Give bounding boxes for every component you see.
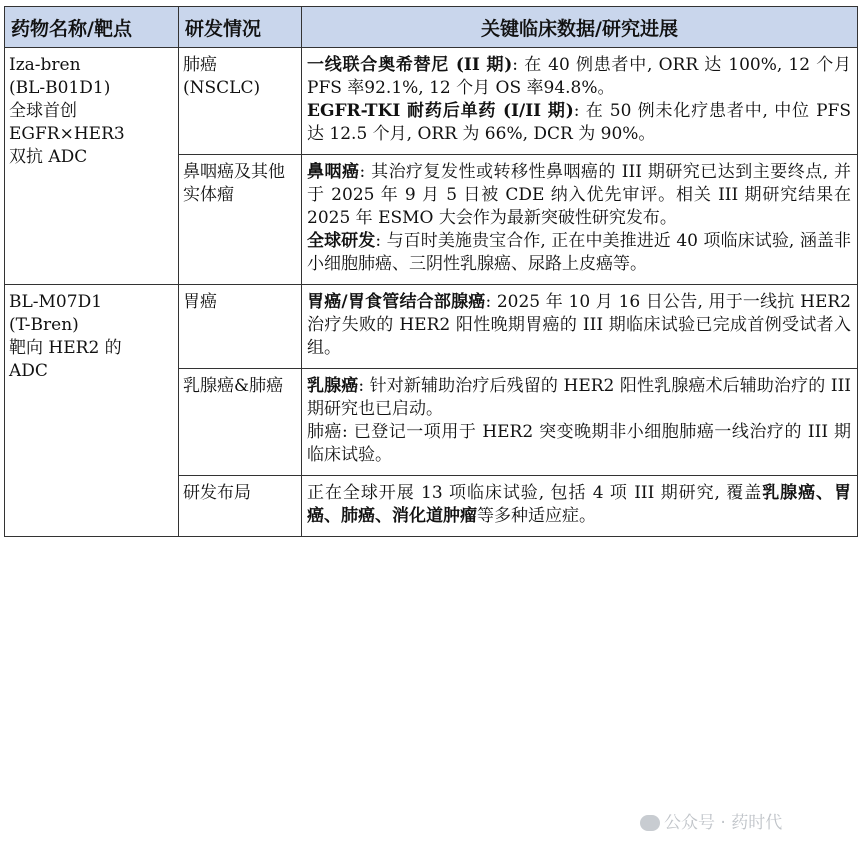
- drug1-data-2: 鼻咽癌: 其治疗复发性或转移性鼻咽癌的 III 期研究已达到主要终点, 并于 2025 年 9 月 5 日被 CDE 纳入优先审评。相关 III 期研究结果在 2025 年 ESMO 大会作为最新突破性研究发布。 全球研发: 与百时美施贵宝合作, 正在中美推进近 40 项临床试验, 涵盖非小细胞肺癌、三阴性乳腺癌、尿路上皮癌等。: [302, 155, 858, 285]
- drug2-indication-1: 胃癌: [179, 285, 302, 369]
- table-row: [5, 48, 858, 155]
- drug2-name: BL-M07D1 (T-Bren) 靶向 HER2 的 ADC: [5, 285, 179, 537]
- drug1-indication-1: 肺癌 (NSCLC): [179, 48, 302, 155]
- drug2-data-1: 胃癌/胃食管结合部腺癌: 2025 年 10 月 16 日公告, 用于一线抗 HER2 治疗失败的 HER2 阳性晚期胃癌的 III 期临床试验已完成首例受试者入组。: [302, 285, 858, 369]
- drug1-name: Iza-bren (BL-B01D1) 全球首创 EGFR×HER3 双抗 ADC: [5, 48, 179, 285]
- drug-table: [4, 6, 858, 537]
- drug2-data-3: 正在全球开展 13 项临床试验, 包括 4 项 III 期研究, 覆盖乳腺癌、胃癌、肺癌、消化道肿瘤等多种适应症。: [302, 476, 858, 537]
- drug1-data-1: 一线联合奥希替尼 (II 期): 在 40 例患者中, ORR 达 100%, 12 个月 PFS 率92.1%, 12 个月 OS 率94.8%。 EGFR-TKI 耐药后单药 (I/II 期): 在 50 例未化疗患者中, 中位 PFS 达 12.5 个月, ORR 为 66%, DCR 为 90%。: [302, 48, 858, 155]
- wechat-icon: [640, 815, 660, 831]
- drug2-data-2: 乳腺癌: 针对新辅助治疗后残留的 HER2 阳性乳腺癌术后辅助治疗的 III 期研究也已启动。 肺癌: 已登记一项用于 HER2 突变晚期非小细胞肺癌一线治疗的 III 期临床试验。: [302, 369, 858, 476]
- drug2-indication-3: 研发布局: [179, 476, 302, 537]
- drug2-indication-2: 乳腺癌&肺癌: [179, 369, 302, 476]
- watermark: 公众号 · 药时代: [640, 808, 782, 833]
- header-status: 研发情况: [179, 7, 302, 48]
- table-row: [5, 285, 858, 369]
- drug1-indication-2: 鼻咽癌及其他实体瘤: [179, 155, 302, 285]
- header-drug: 药物名称/靶点: [5, 7, 179, 48]
- header-data: 关键临床数据/研究进展: [302, 7, 858, 48]
- header-row: [5, 7, 858, 48]
